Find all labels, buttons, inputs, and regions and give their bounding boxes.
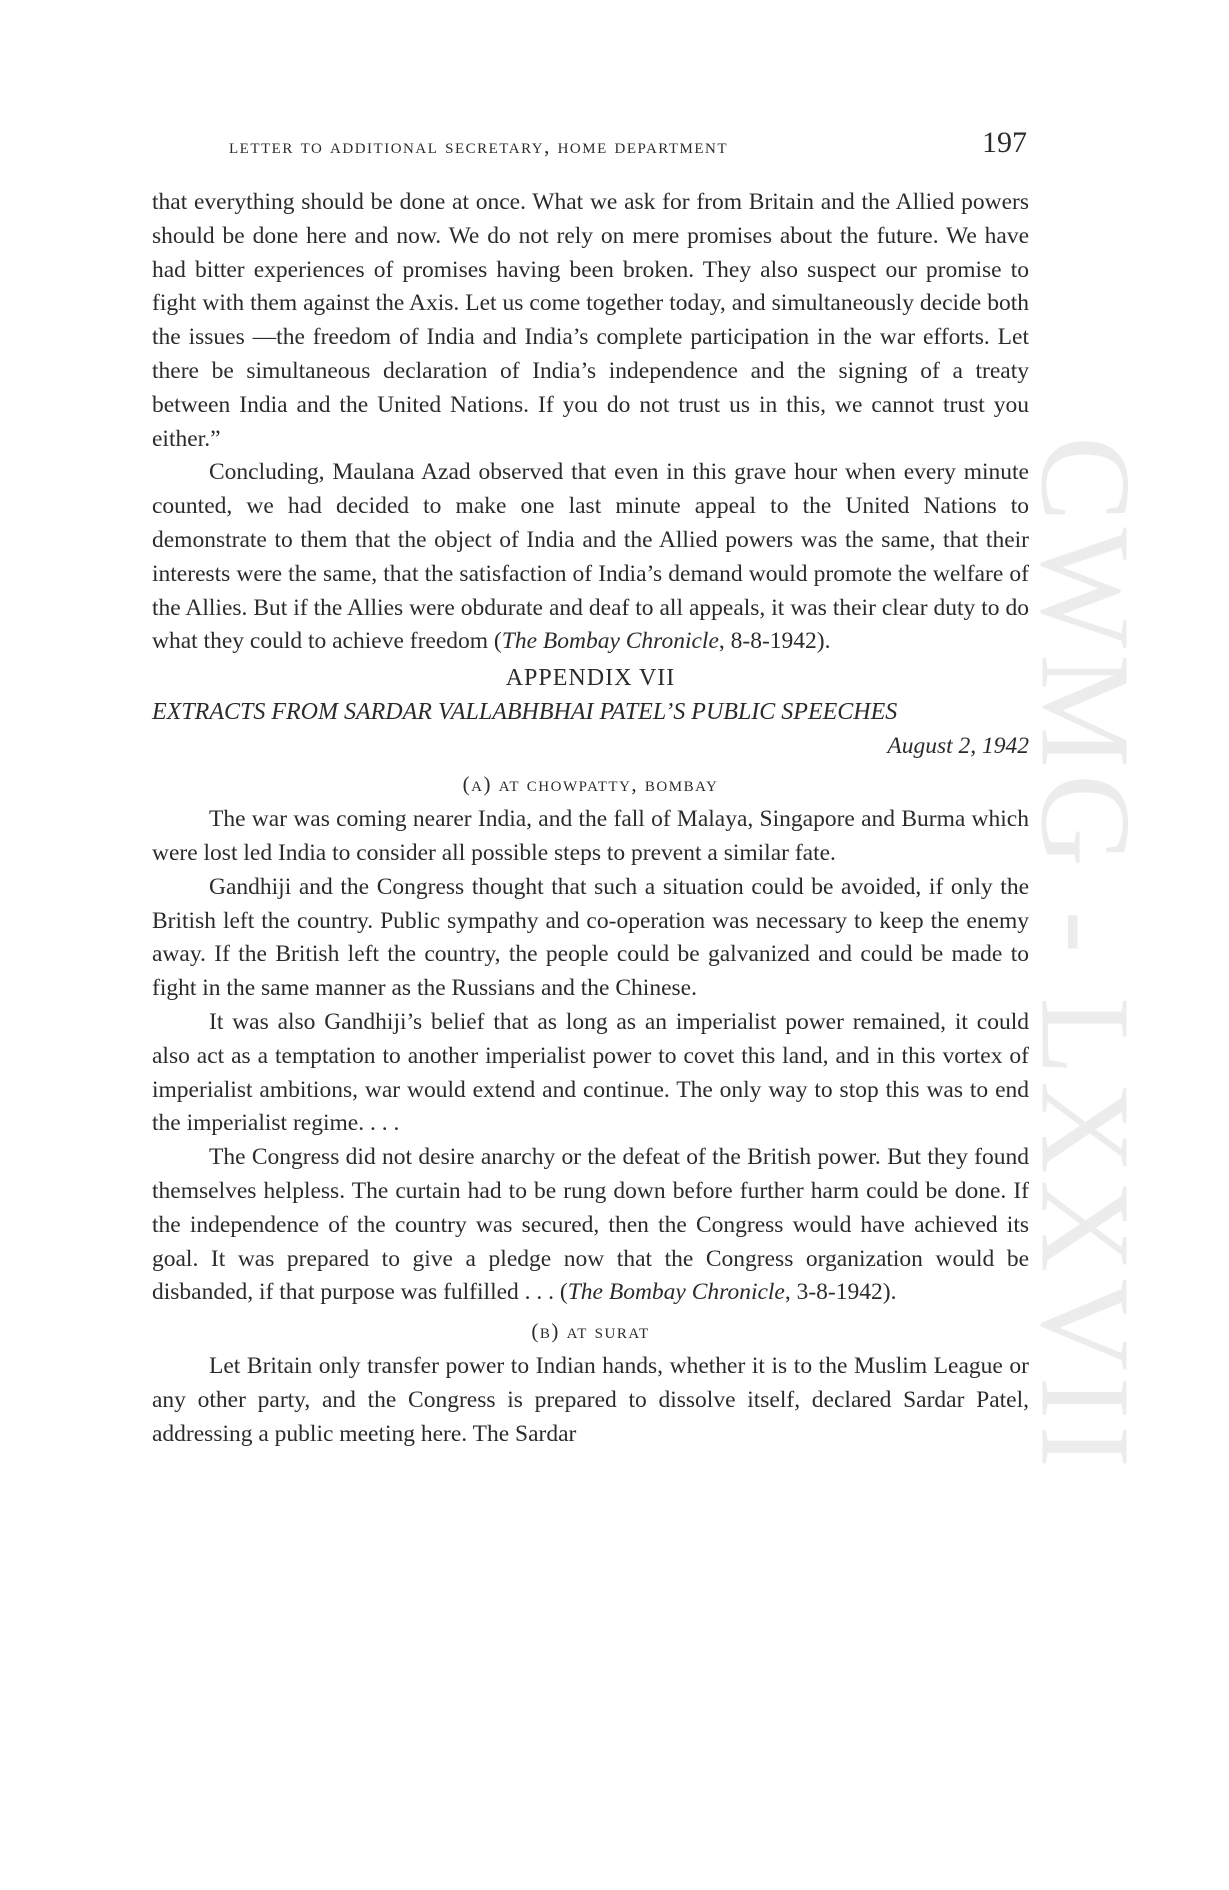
section-heading-a: (a) at chowpatty, bombay: [462, 772, 719, 797]
paragraph-concluding: [152, 456, 1029, 659]
section-heading-b: (b) at surat: [531, 1319, 650, 1344]
paragraph-a4: [152, 1141, 1029, 1310]
running-header: [229, 126, 1029, 166]
a4-text: The Congress did not desire anarchy or the defeat of the British power. But they found themselves helpless. The curtain had to be rung down before further harm could be done. If the independence of the country was secured, then the Congress would have achieved its goal. It was prepared to give a pledge now that the Congress organization would be disbanded, if that purpose was fulfilled . . . (: [152, 1144, 1029, 1306]
citation-date: , 3-8-1942).: [784, 1279, 897, 1306]
paragraph-b1: Let Britain only transfer power to Indian hands, whether it is to the Muslim League or any other party, and the Congress is prepared to dissolve itself, declared Sardar Patel, addressing a public meeting here. The Sardar: [152, 1353, 1029, 1447]
concluding-text: Concluding, Maulana Azad observed that even in this grave hour when every minute counted, we had decided to make one last minute appeal to the United Nations to demonstrate to them that the object of India and the Allied powers was the same, that their interests were the same, that the satisfaction of India’s demand would promote the welfare of the Allies. But if the Allies were obdurate and deaf to all appeals, it was their clear duty to do what they could to achieve freedom (: [152, 459, 1029, 655]
speech-date: August 2, 1942: [887, 733, 1029, 760]
paragraph-a1: The war was coming nearer India, and the fall of Malaya, Singapore and Burma which were lost led India to consider all possible steps to prevent a similar fate.: [152, 806, 1029, 866]
page-body: [152, 186, 1029, 1452]
citation-date: , 8-8-1942).: [718, 628, 831, 655]
page-number: 197: [982, 126, 1027, 159]
source-citation: The Bombay Chronicle: [567, 1279, 785, 1306]
appendix-title: APPENDIX VII: [505, 665, 676, 692]
watermark: [1014, 390, 1157, 1520]
running-title: letter to additional secretary, home department: [229, 134, 729, 158]
paragraph-a2: Gandhiji and the Congress thought that such a situation could be avoided, if only the British left the country. Public sympathy and co-operation was necessary to keep the enemy away. If the British left the country, the people could be galvanized and could be made to fight in the same manner as the Russians and the Chinese.: [152, 873, 1029, 1002]
source-citation: The Bombay Chronicle: [501, 628, 719, 655]
paragraph-a3: It was also Gandhiji’s belief that as long as an imperialist power remained, it could also act as a temptation to another imperialist power to covet this land, and in this vortex of imperialist ambitions, war would extend and continue. The only way to stop this was to end the imperialist regime. . . .: [152, 1008, 1029, 1137]
extracts-title: EXTRACTS FROM SARDAR VALLABHBHAI PATEL’S PUBLIC SPEECHES: [152, 699, 898, 726]
paragraph-continuation: that everything should be done at once. What we ask for from Britain and the Allied powers should be done here and now. We do not rely on mere promises about the future. We have had bitter experiences of promises having been broken. They also suspect our promise to fight with them against the Axis. Let us come together today, and simultaneously decide both the issues —the freedom of India and India’s complete participation in the war efforts. Let there be simultaneous declaration of India’s independence and the signing of a treaty between India and the United Nations. If you do not trust us in this, we cannot trust you either.”: [152, 189, 1029, 452]
watermark-text: CWMG - LXXVII: [1014, 436, 1157, 1474]
